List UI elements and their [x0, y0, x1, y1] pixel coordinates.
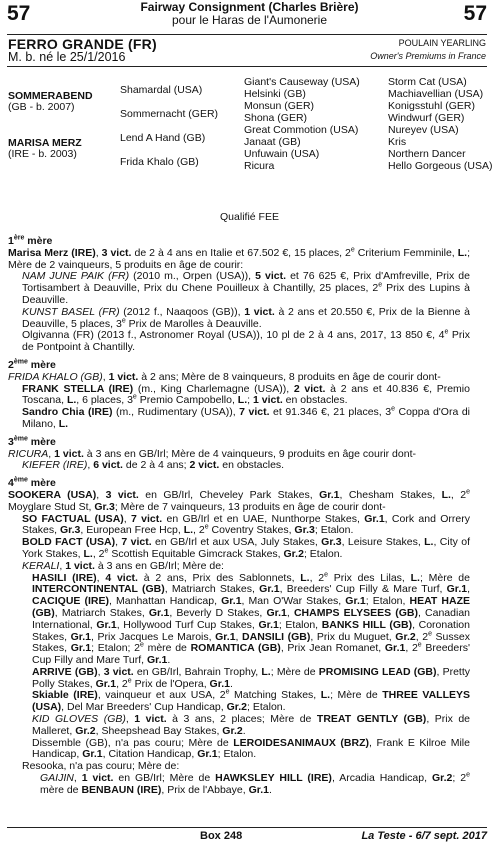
entry-marisa-merz: Marisa Merz (IRE), 3 vict. de 2 à 4 ans en Italie et 67.502 €, 15 places, 2e Criterium Femminile, L.; Mère de 2 vainqueurs, 5 produits en âge de courir:: [8, 246, 470, 271]
entry-hasili: HASILI (IRE), 4 vict. à 2 ans, Prix des Sablonnets, L., 2e Prix des Lilas, L.; Mère de INTERCONTINENTAL (GB), Matriarch Stakes, Gr.1, Breeders' Cup Filly & Mare Turf, Gr.1, CACIQUE (IRE), Manhattan Handicap, Gr.1, Man O'War Stakes, Gr.1; Etalon, HEAT HAZE (GB), Matriarch Stakes, Gr.1, Beverly D Stakes, Gr.1, CHAMPS ELYSEES (GB), Canadian International, Gr.1, Hollywood Turf Cup Stakes, Gr.1; Etalon, BANKS HILL (GB), Coronation Stakes, Gr.1, Prix Jacques Le Marois, Gr.1, DANSILI (GB), Prix du Muguet, Gr.2, 2e Sussex Stakes, Gr.1; Etalon; 2e mère de ROMANTICA (GB), Prix Jean Romanet, Gr.1, 2e Breeders' Cup Filly and Mare Turf, Gr.1.: [32, 571, 471, 667]
ped-g3-1: Helsinki (GB): [244, 88, 306, 100]
section-fourth-dam: 4ème mère: [8, 476, 56, 490]
ped-g3-7: Ricura: [244, 160, 275, 172]
entry-so-factual: SO FACTUAL (USA), 7 vict. en GB/Irl et en UAE, Nunthorpe Stakes, Gr.1, Cork and Orrery Stakes, Gr.3, European Free Hcp, L., 2e Coventry Stakes, Gr.3; Etalon.: [22, 512, 470, 537]
entry-frida-khalo: FRIDA KHALO (GB), 1 vict. à 2 ans; Mère de 8 vainqueurs, 8 produits en âge de courir dont-: [8, 370, 441, 383]
entry-sandro-chia: Sandro Chia (IRE) (m., Rudimentary (USA)), 7 vict. et 91.346 €, 21 places, 3e Coppa d'Ora di Milano, L.: [22, 405, 470, 430]
entry-kunst-basel: KUNST BASEL (FR) (2012 f., Naaqoos (GB)), 1 vict. à 2 ans et 20.550 €, Prix de la Bienne à Deauville, 5 places, 3e Prix de Marolles à Deauville.: [22, 305, 471, 330]
header-rule-top: [7, 34, 487, 35]
pedigree-dam: [8, 138, 82, 160]
section-second-dam: 2ème mère: [8, 358, 56, 371]
ped-g2-0: Shamardal (USA): [120, 84, 203, 96]
entry-frank-stella: FRANK STELLA (IRE) (m., King Charlemagne (USA)), 2 vict. à 2 ans et 40.836 €, Premio Toscana, L., 6 places, 3e Premio Campobello, L.; 1 vict. en obstacles.: [22, 382, 470, 407]
ped-g2-1: Sommernacht (GER): [120, 108, 219, 120]
ped-g3-2: Monsun (GER): [244, 100, 315, 112]
entry-dissemble: Dissemble (GB), n'a pas couru; Mère de LEROIDESANIMAUX (BRZ), Frank E Kilroe Mile Handicap, Gr.1, Citation Handicap, Gr.1; Etalon.: [32, 736, 470, 761]
ped-g3-6: Unfuwain (USA): [244, 148, 320, 160]
qualification: Qualifié FEE: [220, 211, 279, 223]
ped-g4-2: Konigsstuhl (GER): [388, 100, 475, 112]
entry-bold-fact: BOLD FACT (USA), 7 vict. en GB/Irl et aux USA, July Stakes, Gr.3, Leisure Stakes, L., City of York Stakes, L., 2e Scottish Equitable Gimcrack Stakes, Gr.2; Etalon.: [22, 536, 470, 560]
entry-nam-june-paik: NAM JUNE PAIK (FR) (2010 m., Orpen (USA)), 5 vict. et 76 625 €, Prix d'Amfreville, Prix de Tortisambert à Deauville, Prix du Chene Pouilleux à Chantilly, 25 places, 2e Prix des Lupins à Deauville.: [22, 270, 470, 306]
sire-info: (GB - b. 2007): [8, 101, 75, 113]
ped-g2-3: Frida Khalo (GB): [120, 156, 199, 168]
footer-sale-place: La Teste - 6/7 sept. 2017: [361, 830, 487, 842]
entry-sookera: SOOKERA (USA), 3 vict. en GB/Irl, Cheveley Park Stakes, Gr.1, Chesham Stakes, L., 2e Moyglare Stud St, Gr.3; Mère de 7 vainqueurs, 13 produits en âge de courir dont-: [8, 488, 470, 513]
ped-g4-1: Machiavellian (USA): [388, 88, 484, 100]
ped-g3-4: Great Commotion (USA): [244, 124, 359, 136]
entry-skiable: Skiable (IRE), vainqueur et aux USA, 2e Matching Stakes, L.; Mère de THREE VALLEYS (USA), Del Mar Breeders' Cup Handicap, Gr.2; Etalon.: [32, 688, 471, 714]
horse-sex: POULAIN YEARLING: [398, 38, 486, 48]
consignor-title: Fairway Consignment (Charles Brière): [140, 0, 359, 14]
ped-g3-5: Janaat (GB): [244, 136, 301, 148]
dam-info: (IRE - b. 2003): [8, 148, 77, 160]
entry-gaijin: GAIJIN, 1 vict. en GB/Irl; Mère de HAWKSLEY HILL (IRE), Arcadia Handicap, Gr.2; 2e mère de BENBAUN (IRE), Prix de l'Abbaye, Gr.1.: [40, 771, 470, 796]
family-notes: [8, 236, 470, 797]
ped-g4-0: Storm Cat (USA): [388, 76, 467, 88]
ped-g4-7: Hello Gorgeous (USA): [388, 160, 493, 172]
entry-arrive: ARRIVE (GB), 3 vict. en GB/Irl, Bahrain Trophy, L.; Mère de PROMISING LEAD (GB), Pretty Polly Stakes, Gr.1, 2e Prix de l'Opera, Gr.1.: [32, 665, 471, 690]
ped-g4-5: Kris: [388, 136, 407, 148]
ped-g4-6: Northern Dancer: [388, 148, 466, 160]
lot-number-left: 57: [7, 2, 31, 25]
horse-birth: M. b. né le 25/1/2016: [8, 50, 126, 64]
entry-resooka: Resooka, n'a pas couru; Mère de:: [22, 760, 180, 773]
lot-number-right: 57: [463, 2, 487, 25]
pedigree-sire: [8, 91, 93, 113]
dam-name: MARISA MERZ: [8, 137, 82, 149]
footer-rule: [7, 827, 487, 828]
header-rule-bottom: [7, 66, 487, 67]
sire-name: SOMMERABEND: [8, 90, 93, 102]
entry-kerali: KERALI, 1 vict. à 3 ans en GB/Irl; Mère de:: [22, 559, 224, 572]
entry-ricura: RICURA, 1 vict. à 3 ans en GB/Irl; Mère de 4 vainqueurs, 9 produits en âge courir dont-: [8, 447, 416, 460]
ped-g4-4: Nureyev (USA): [388, 124, 459, 136]
entry-kiefer: KIEFER (IRE), 6 vict. de 2 à 4 ans; 2 vict. en obstacles.: [22, 459, 285, 472]
entry-kid-gloves: KID GLOVES (GB), 1 vict. à 3 ans, 2 places; Mère de TREAT GENTLY (GB), Prix de Malleret, Gr.2, Sheepshead Bay Stakes, Gr.2.: [32, 713, 470, 737]
ped-g3-3: Shona (GER): [244, 112, 308, 124]
ped-g4-3: Windwurf (GER): [388, 112, 465, 124]
ped-g2-2: Lend A Hand (GB): [120, 132, 206, 144]
horse-name: FERRO GRANDE (FR): [8, 36, 157, 52]
section-third-dam: 3ème mère: [8, 435, 56, 448]
ped-g3-0: Giant's Causeway (USA): [244, 76, 360, 88]
owner-premiums: Owner's Premiums in France: [370, 51, 486, 61]
section-first-dam: 1ère mère: [8, 234, 53, 247]
entry-olgivanna: Olgivanna (FR) (2013 f., Astronomer Royal (USA)), 10 pl de 2 à 4 ans, 2017, 13 850 €, 4e Prix de Pontpoint à Chantilly.: [22, 328, 471, 354]
footer-box: Box 248: [200, 830, 243, 842]
consignor-subtitle: pour le Haras de l'Aumonerie: [171, 13, 328, 27]
